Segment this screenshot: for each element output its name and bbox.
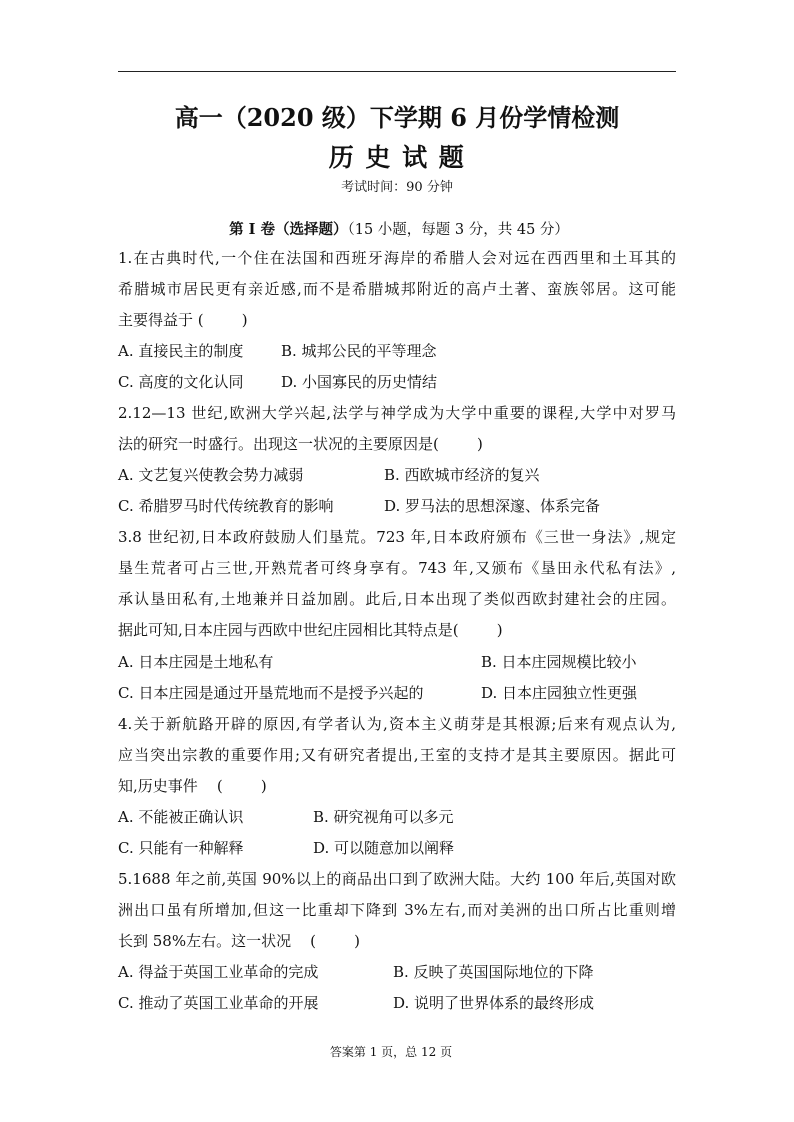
section-name: 第 I 卷（选择题）: [229, 221, 348, 238]
q4-option-c: C. 只能有一种解释: [118, 838, 244, 857]
q1-option-b: B. 城邦公民的平等理念: [281, 341, 437, 360]
q3-option-a: A. 日本庄园是土地私有: [118, 652, 274, 671]
q1-option-d: D. 小国寡民的历史情结: [281, 372, 438, 391]
q2-option-b: B. 西欧城市经济的复兴: [384, 466, 540, 485]
question-3: [118, 522, 676, 708]
q3-option-d: D. 日本庄园独立性更强: [481, 683, 638, 702]
q5-stem-line: 5.1688 年之前,英国 90%以上的商品出口到了欧洲大陆。大约 100 年后,英国对欧: [118, 870, 676, 889]
q5-stem-line: 长到 58%左右。这一状况 ( ): [118, 932, 361, 951]
top-rule: [118, 71, 676, 72]
exam-title: 高一（2020 级）下学期 6 月份学情检测: [174, 103, 620, 132]
q2-stem-line: 2.12—13 世纪,欧洲大学兴起,法学与神学成为大学中重要的课程,大学中对罗马: [118, 403, 676, 422]
q4-options-row: [118, 802, 676, 833]
q4-option-d: D. 可以随意加以阐释: [313, 838, 455, 857]
q1-option-c: C. 高度的文化认同: [118, 372, 244, 391]
q3-option-c: C. 日本庄园是通过开垦荒地而不是授予兴起的: [118, 683, 424, 702]
q5-stem-line: 洲出口虽有所增加,但这一比重却下降到 3%左右,而对美洲的出口所占比重则增: [118, 901, 676, 920]
q2-option-d: D. 罗马法的思想深邃、体系完备: [384, 497, 601, 516]
exam-time: 考试时间：90 分钟: [341, 180, 453, 195]
subject-title: 历 史 试 题: [328, 143, 466, 172]
question-2: [118, 398, 676, 522]
q1-stem-line: 希腊城市居民更有亲近感,而不是希腊城邦附近的高卢土著、蛮族邻居。这可能: [118, 279, 676, 298]
q2-options-row: [118, 460, 676, 491]
page-footer: 答案第 1 页，总 12 页: [329, 1045, 453, 1059]
q4-option-a: A. 不能被正确认识: [118, 807, 244, 826]
q3-option-b: B. 日本庄园规模比较小: [481, 652, 637, 671]
q2-stem-line: 法的研究一时盛行。出现这一状况的主要原因是( ): [118, 434, 483, 453]
q5-option-c: C. 推动了英国工业革命的开展: [118, 994, 319, 1013]
q4-stem-line: 应当突出宗教的重要作用;又有研究者提出,王室的支持才是其主要原因。据此可: [118, 745, 676, 764]
q3-stem-line: 据此可知,日本庄园与西欧中世纪庄园相比其特点是( ): [118, 621, 503, 640]
q1-stem-line: 1.在古典时代,一个住在法国和西班牙海岸的希腊人会对远在西西里和土耳其的: [118, 248, 676, 267]
q1-options-row: [118, 367, 676, 398]
q4-stem-line: 4.关于新航路开辟的原因,有学者认为,资本主义萌芽是其根源;后来有观点认为,: [118, 714, 676, 733]
section-note: （15 小题，每题 3 分，共 45 分）: [347, 222, 569, 238]
q2-option-c: C. 希腊罗马时代传统教育的影响: [118, 497, 334, 516]
q5-option-b: B. 反映了英国国际地位的下降: [393, 963, 594, 982]
q4-option-b: B. 研究视角可以多元: [313, 807, 454, 826]
question-list: [118, 243, 676, 1020]
q2-option-a: A. 文艺复兴使教会势力减弱: [118, 466, 304, 485]
q1-option-a: A. 直接民主的制度: [118, 341, 244, 360]
q3-options-row: [118, 647, 676, 678]
q5-option-a: A. 得益于英国工业革命的完成: [118, 963, 319, 982]
q5-option-d: D. 说明了世界体系的最终形成: [393, 994, 595, 1013]
q4-stem-line: 知,历史事件 ( ): [118, 776, 267, 795]
section-header: [0, 220, 794, 240]
q3-stem-line: 垦生荒者可占三世,开熟荒者可终身享有。743 年,又颁布《垦田永代私有法》,: [118, 559, 676, 578]
q2-options-row: [118, 491, 676, 522]
q3-options-row: [118, 678, 676, 709]
q3-stem-line: 3.8 世纪初,日本政府鼓励人们垦荒。723 年,日本政府颁布《三世一身法》,规定: [118, 528, 676, 547]
question-5: [118, 864, 676, 1019]
question-4: [118, 709, 676, 864]
q5-options-row: [118, 957, 676, 988]
q4-options-row: [118, 833, 676, 864]
q5-options-row: [118, 988, 676, 1019]
q1-options-row: [118, 336, 676, 367]
q1-stem-line: 主要得益于 ( ): [118, 310, 248, 329]
q3-stem-line: 承认垦田私有,土地兼并日益加剧。此后,日本出现了类似西欧封建社会的庄园。: [118, 590, 676, 609]
question-1: [118, 243, 676, 398]
